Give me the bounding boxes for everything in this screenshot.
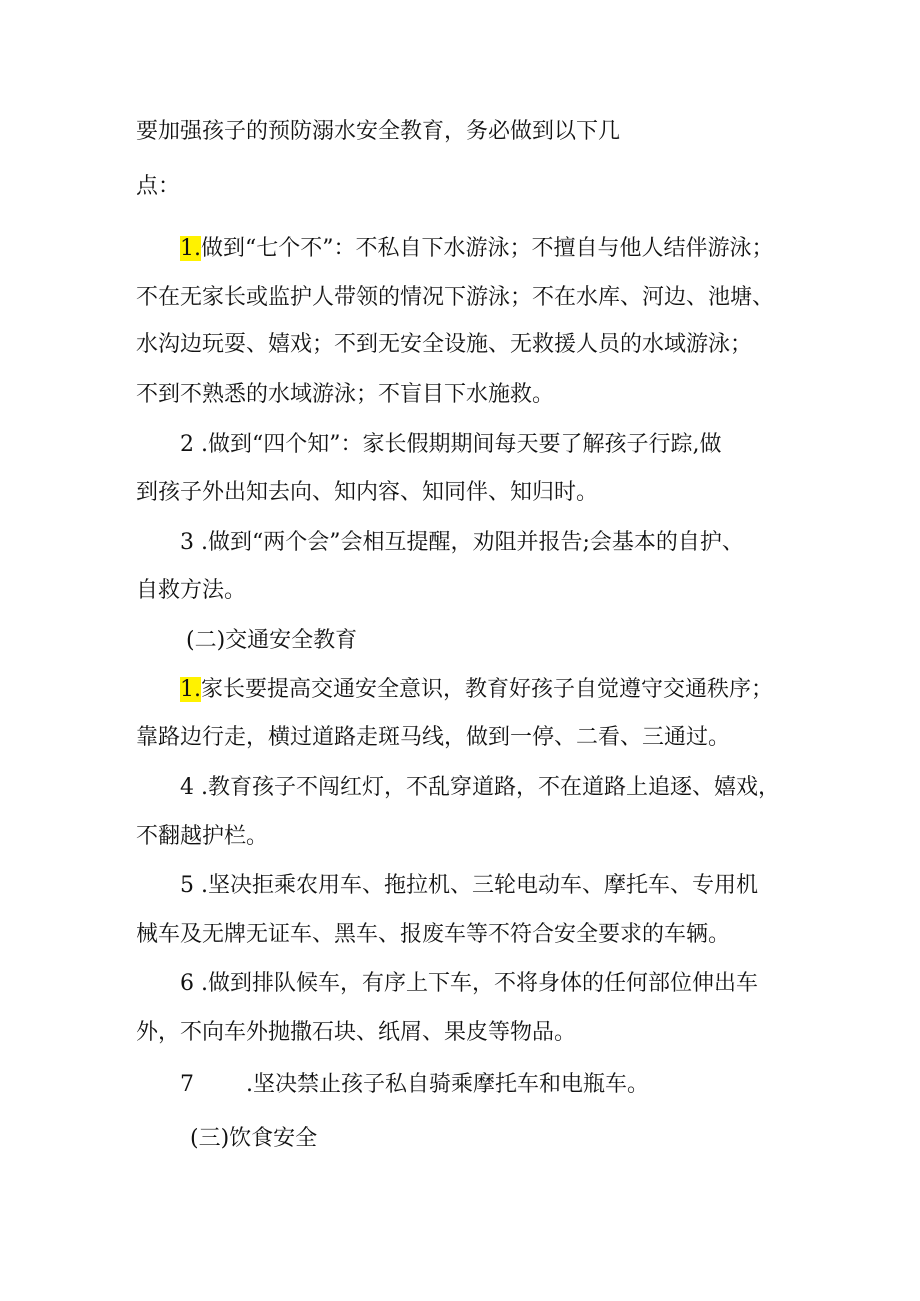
item-number: 3 . (180, 530, 208, 555)
traffic-item-6-line-2: 外，不向车外抛撒石块、纸屑、果皮等物品。 (136, 1020, 577, 1045)
drowning-item-1-line-2: 不在无家长或监护人带领的情况下游泳；不在水库、河边、池塘、 (136, 285, 775, 310)
item-number: 5 . (180, 873, 208, 898)
drowning-item-3-line-2: 自救方法。 (136, 578, 247, 603)
item-number: 4 . (180, 775, 208, 800)
item-number-highlight: 1. (180, 236, 201, 261)
section-heading-traffic: (二)交通安全教育 (186, 628, 358, 653)
traffic-item-5-line-2: 械车及无牌无证车、黑车、报废车等不符合安全要求的车辆。 (136, 922, 731, 947)
traffic-item-6-line-1: 6 .做到排队候车，有序上下车，不将身体的任何部位伸出车 (180, 971, 758, 996)
item-number: 6 . (180, 971, 208, 996)
drowning-item-3-line-1: 3 .做到“两个会”会相互提醒，劝阻并报告;会基本的自护、 (180, 530, 744, 555)
traffic-item-1-line-1: 1.家长要提高交通安全意识，教育好孩子自觉遵守交通秩序； (180, 677, 774, 702)
traffic-item-4-line-2: 不翻越护栏。 (136, 824, 269, 849)
intro-line-2: 点： (136, 174, 181, 199)
item-number: 7 (180, 1072, 194, 1097)
item-number-highlight: 1. (180, 677, 201, 702)
traffic-item-4-line-1: 4 .教育孩子不闯红灯，不乱穿道路，不在道路上追逐、嬉戏， (180, 775, 780, 800)
intro-line-1: 要加强孩子的预防溺水安全教育，务必做到以下几 (136, 119, 621, 144)
drowning-item-1-line-1: 1.做到“七个不”：不私自下水游泳；不擅自与他人结伴游泳； (180, 236, 774, 261)
traffic-item-1-line-2: 靠路边行走，横过道路走斑马线，做到一停、二看、三通过。 (136, 725, 731, 750)
drowning-item-2-line-1: 2 .做到“四个知”：家长假期期间每天要了解孩子行踪,做 (180, 432, 722, 457)
item-number: 2 . (180, 432, 208, 457)
drowning-item-1-line-4: 不到不熟悉的水域游泳；不盲目下水施救。 (136, 382, 555, 407)
drowning-item-2-line-2: 到孩子外出知去向、知内容、知同伴、知归时。 (136, 480, 599, 505)
section-heading-food: (三)饮食安全 (190, 1126, 318, 1151)
traffic-item-7-line-1: 7 .坚决禁止孩子私自骑乘摩托车和电瓶车。 (180, 1072, 649, 1097)
drowning-item-1-line-3: 水沟边玩耍、嬉戏；不到无安全设施、无救援人员的水域游泳； (136, 332, 753, 357)
traffic-item-5-line-1: 5 .坚决拒乘农用车、拖拉机、三轮电动车、摩托车、专用机 (180, 873, 758, 898)
